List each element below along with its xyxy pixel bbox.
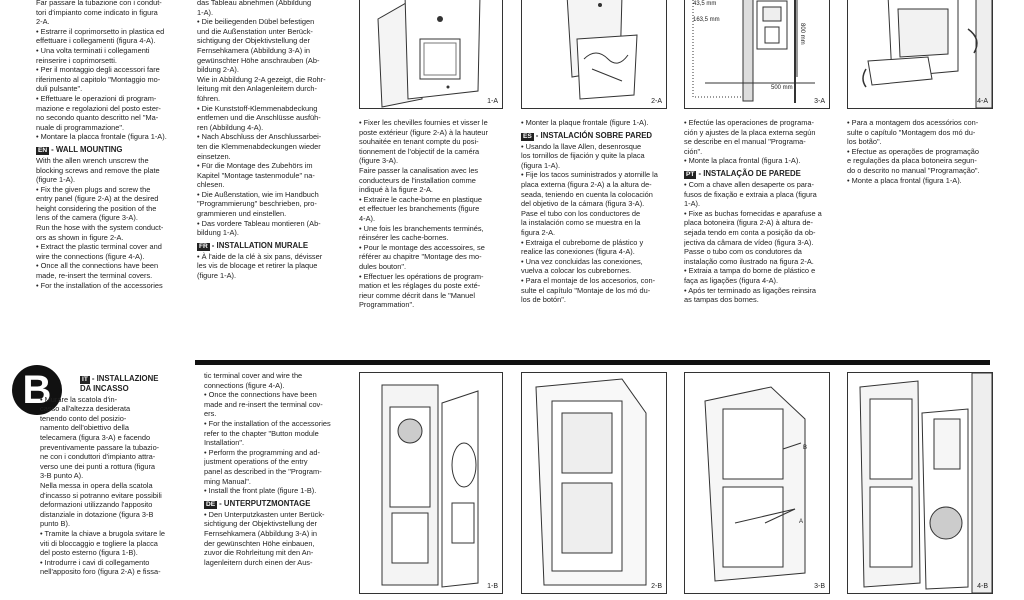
figure-2a (521, 0, 667, 109)
en-text (36, 156, 178, 290)
text-line: ming Manual". (204, 476, 251, 486)
figure-1b-drawing (360, 373, 502, 593)
figure-4b-label: 4-B (977, 583, 988, 590)
pt-cont-text (847, 118, 992, 185)
text-line: bildung 2-A). (197, 65, 239, 75)
b-it-text (40, 395, 182, 577)
text-line: Faire passer la canalisation avec les (359, 165, 479, 175)
text-line: made, re-insert the terminal covers. (36, 271, 153, 281)
figure-1a (359, 0, 503, 109)
en-heading: EN - WALL MOUNTING (38, 144, 123, 154)
text-line: los botão". (847, 137, 882, 147)
text-line: Pase el tubo con los conductores de (521, 208, 641, 218)
text-line: lagenleitern durch einen der Aus- (204, 557, 313, 567)
text-line: tori d'impianto come indicato in figura (36, 7, 158, 17)
text-line: duli pulsante". (36, 84, 83, 94)
text-line: mazione e regolazioni del posto ester- (36, 103, 161, 113)
text-line: • Une fois les branchements terminés, (359, 223, 484, 233)
text-line: • For the installation of the accessories (36, 280, 163, 290)
text-line: • Für die Montage des Zubehörs im (197, 161, 313, 171)
b-it-badge: IT (82, 376, 88, 383)
text-line: réinsérer les cache-bornes. (359, 233, 449, 243)
text-line: figura 2-A. (521, 227, 556, 237)
text-line: entfernen und die Anschlüsse ausfüh- (197, 113, 321, 123)
text-line: • Com a chave allen desaperte os para- (684, 179, 814, 189)
text-line: refer to the chapter "Button module (204, 428, 319, 438)
figure-2b-drawing (522, 373, 666, 593)
text-line: With the allen wrench unscrew the (36, 155, 149, 165)
b-de-text (204, 510, 344, 568)
text-line: 2-A. (36, 17, 50, 27)
text-line: ción y ajustes de la placa externa según (684, 127, 816, 137)
text-line: • Fix the given plugs and screw the (36, 184, 151, 194)
text-line: namento dell'obiettivo della (40, 423, 129, 433)
text-line: • Fixer les chevilles fournies et visser le (359, 118, 488, 127)
text-line: sulte o capítulo "Montagem dos mó du- (847, 127, 976, 137)
text-line: sichtigung der Objektivstellung der (204, 519, 317, 529)
text-line: • Efectúe las operaciones de programa- (684, 118, 814, 127)
text-line: • Monte la placa frontal (figura 1-A). (684, 156, 801, 166)
text-line: • Once the connections have been (204, 390, 317, 400)
text-line: reinserire i coprimorsetti. (36, 55, 117, 65)
text-line: no secondo quanto descritto nel "Ma- (36, 113, 159, 123)
text-line: lens of the camera (figure 3-A). (36, 213, 138, 223)
text-line: • Murare la scatola d'in- (40, 394, 118, 404)
figure-4a-drawing (848, 0, 992, 108)
text-line: tionnement de l'objectif de la caméra (359, 146, 480, 156)
text-line: realice las conexiones (figura 4-A). (521, 247, 635, 257)
figure-2a-label: 2-A (651, 98, 662, 105)
figure-3b (684, 372, 830, 594)
text-line: • Install the front plate (figure 1-B). (204, 486, 317, 496)
de-text (197, 0, 340, 238)
column-de-fr (197, 0, 340, 338)
text-line: blocking screws and remove the plate (36, 165, 160, 175)
text-line: punto B). (40, 519, 70, 529)
text-line: • Das vordere Tableau montieren (Ab- (197, 218, 321, 228)
b-it-heading: IT - INSTALLAZIONE DA INCASSO (80, 374, 159, 393)
text-line: • Nach Abschluss der Anschlussarbei- (197, 132, 322, 142)
text-line: Fernsehkamera (Abbildung 3-A) in (197, 45, 310, 55)
column-b-en-de (204, 371, 344, 600)
text-line: verso une dei punti a rottura (figura (40, 461, 156, 471)
text-line: (figura 1-A). (521, 160, 561, 170)
es-post-text (684, 118, 829, 166)
text-line: • Effettuare le operazioni di program- (36, 93, 157, 103)
text-line: dules bouton". (359, 261, 407, 271)
text-line: • For the installation of the accessories (204, 418, 331, 428)
section-b-marker: B (12, 365, 62, 415)
text-line: casso all'altezza desiderata (40, 404, 131, 414)
es-text (521, 142, 666, 305)
text-line: ne con i conduttori d'impianto attra- (40, 452, 156, 462)
fr-cont-text (359, 118, 502, 310)
text-line: rieur comme décrit dans le "Manuel (359, 290, 475, 300)
text-line: indiqué à la figure 2-A. (359, 185, 433, 195)
text-line: • Per il montaggio degli accessori fare (36, 65, 160, 75)
figure-1a-label: 1-A (487, 98, 498, 105)
text-line: Far passare la tubazione con i condut- (36, 0, 162, 7)
text-line: instalação como ilustrado na figura 2-A. (684, 256, 814, 266)
text-line: • Extraiga el cubreborne de plástico y (521, 237, 644, 247)
text-line: preventivamente passare la tubazio- (40, 442, 160, 452)
text-line: einsetzen. (197, 151, 231, 161)
text-line: telecamera (figura 3-A) e facendo (40, 432, 151, 442)
pt-heading: PT - INSTALAÇÃO DE PAREDE (686, 168, 801, 178)
figure-4b (847, 372, 993, 594)
text-line: • Usando la llave Allen, desenrosque (521, 141, 642, 151)
b-de-badge: DE (206, 500, 216, 508)
text-line: • Estrarre il coprimorsetto in plastica ed (36, 26, 165, 36)
text-line: • Montare la placca frontale (figura 1-A). (36, 132, 167, 142)
column-fr-cont (359, 118, 502, 348)
en-badge: EN (38, 146, 48, 154)
text-line: entry panel (figure 2-A) at the desired (36, 194, 159, 204)
text-line: fusos de fixação e extraia a placa (figura (684, 189, 817, 199)
b-de-heading: DE - UNTERPUTZMONTAGE (206, 498, 311, 508)
es-pre-text (521, 118, 666, 128)
column-pt (684, 118, 829, 348)
text-line: Run the hose with the system conduct- (36, 223, 164, 233)
text-line: la instalación como se muestra en la (521, 218, 641, 228)
text-line: viti di bloccaggio e togliere la placca (40, 538, 158, 548)
text-line: • Die beiliegenden Dübel befestigen (197, 17, 315, 27)
text-line: • Extraire le cache-borne en plastique (359, 194, 482, 204)
text-line: made and re-insert the terminal cov- (204, 399, 323, 409)
text-line: et effectuer les branchements (figure (359, 204, 480, 214)
column-pt-cont (847, 118, 992, 208)
figure-4b-drawing (848, 373, 992, 593)
es-badge: ES (523, 132, 532, 140)
text-line: d'incasso si potranno evitare possibili (40, 490, 162, 500)
text-line: bildung 1-A). (197, 228, 239, 238)
text-line: conducteurs de l'installation comme (359, 175, 476, 185)
text-line: • Fixe as buchas fornecidas e aparafuse a (684, 208, 822, 218)
text-line: nell'apposito foro (figura 2-A) e fissa- (40, 567, 161, 577)
text-line: Fernsehkamera (Abbildung 3-A) in (204, 528, 317, 538)
text-line: • Efectue as operações de programação (847, 146, 980, 156)
text-line: poste extérieur (figure 2-A) à la hauteur (359, 127, 488, 137)
mark-a: A (799, 519, 804, 525)
text-line: gewünschter Höhe anschrauben (Ab- (197, 55, 320, 65)
text-line: los tornillos de fijación y quite la placa (521, 151, 645, 161)
text-line: ción". (684, 146, 703, 156)
figure-1b (359, 372, 503, 594)
figure-3b-drawing (685, 373, 829, 593)
text-line: do o descrito no manual "Programação". (847, 165, 980, 175)
text-line: effettuare i collegamenti (figura 4-A). (36, 36, 156, 46)
mark-b: B (803, 445, 808, 451)
fr-heading: FR - INSTALLATION MURALE (199, 240, 309, 250)
figure-3a-label: 3-A (814, 98, 825, 105)
column-es (521, 118, 666, 348)
text-line: • Pour le montage des accessoires, se (359, 242, 485, 252)
figure-3b-label: 3-B (814, 583, 825, 590)
text-line: vuelva a colocar los cubrebornes. (521, 266, 632, 276)
text-line: sejada tendo em conta a posição da ob- (684, 227, 816, 237)
dim-500: 500 mm (771, 85, 793, 91)
text-line: panel as described in the "Program- (204, 466, 322, 476)
text-line: Nella messa in opera della scatola (40, 480, 153, 490)
text-line: ers. (204, 409, 217, 419)
text-line: height considering the position of the (36, 203, 157, 213)
section-divider (195, 360, 990, 365)
text-line: (figure 1-A). (36, 175, 76, 185)
text-line: der gewünschten Höhe einbauen, (204, 538, 315, 548)
text-line: • Fije los tacos suministrados y atornille la (521, 170, 658, 180)
figure-1a-drawing (360, 0, 502, 108)
text-line: 3-B punto A). (40, 471, 84, 481)
figure-4a (847, 0, 993, 109)
text-line: Programmation". (359, 300, 415, 310)
text-line: e regulações da placa botoneira segun- (847, 156, 977, 166)
figure-4a-label: 4-A (977, 98, 988, 105)
text-line: "Programmierung" beschrieben, pro- (197, 199, 317, 209)
figure-1b-label: 1-B (487, 583, 498, 590)
text-line: référer au chapitre "Montage des mo- (359, 252, 482, 262)
text-line: wire the connections (figure 4-A). (36, 251, 145, 261)
text-line: tic terminal cover and wire the (204, 371, 303, 380)
text-line: les vis de blocage et retirer la plaque (197, 261, 318, 271)
text-line: mation et les réglages du poste exté- (359, 281, 481, 291)
text-line: (figure 1-A). (197, 271, 237, 281)
pt-badge: PT (686, 170, 695, 178)
fr-text (197, 252, 340, 281)
column-b-it (40, 371, 182, 600)
figure-2b-label: 2-B (651, 583, 662, 590)
text-line: • À l'aide de la clé à six pans, dévisser (197, 251, 323, 261)
text-line: Installation". (204, 438, 245, 448)
text-line: 4-A). (359, 213, 376, 223)
text-line: • Die Außenstation, wie im Handbuch (197, 189, 319, 199)
text-line: riferimento al capitolo "Montaggio mo- (36, 74, 161, 84)
text-line: • Extract the plastic terminal cover and (36, 242, 162, 252)
text-line: del posto esterno (figura 1-B). (40, 548, 138, 558)
text-line: • Para a montagem dos acessórios con- (847, 118, 979, 127)
pt-text (684, 180, 829, 305)
es-heading: ES - INSTALACIÓN SOBRE PARED (523, 130, 653, 140)
figure-3a (684, 0, 830, 109)
text-line: • Extraia a tampa do borne de plástico e (684, 266, 816, 276)
text-line: Passe o tubo com os condutores da (684, 247, 802, 257)
text-line: und die Außenstation unter Berück- (197, 26, 313, 36)
text-line: sulte el capítulo "Montaje de los mó du- (521, 285, 651, 295)
text-line: nuale di programmazione". (36, 122, 125, 132)
text-line: seada, teniendo en cuenta la colocación (521, 189, 653, 199)
figure-2b (521, 372, 667, 594)
text-line: • Effectuer les opérations de program- (359, 271, 484, 281)
text-line: • Den Unterputzkasten unter Berück- (204, 509, 325, 519)
text-line: ors as shown in figure 2-A. (36, 232, 124, 242)
text-line: as tampas dos bornes. (684, 295, 759, 305)
text-line: • Introdurre i cavi di collegamento (40, 557, 150, 567)
text-line: distanziale in dotazione (figura 3-B (40, 509, 154, 519)
text-line: ren (Abbildung 4-A). (197, 122, 264, 132)
column-it-en (36, 0, 178, 338)
dim-43-5: 43,5 mm (693, 1, 717, 7)
text-line: 1-A). (684, 199, 701, 209)
text-line: 1-A). (197, 7, 214, 17)
figure-2a-drawing (522, 0, 666, 108)
text-line: connections (figure 4-A). (204, 380, 285, 390)
b-en-text (204, 371, 344, 496)
text-line: • Una vez concluidas las conexiones, (521, 256, 643, 266)
text-line: Kapitel "Montage tastenmodule" na- (197, 170, 315, 180)
dim-800: 800 mm (799, 23, 805, 45)
text-line: jectiva da câmara de vídeo (figura 3-A). (684, 237, 814, 247)
text-line: das Tableau abnehmen (Abbildung (197, 0, 312, 7)
text-line: los de botón". (521, 295, 566, 305)
dim-163-5: 163,5 mm (693, 17, 720, 23)
text-line: • Die Kunststoff-Klemmenabdeckung (197, 103, 318, 113)
text-line: placa botoneira (figura 2-A) à altura de- (684, 218, 813, 228)
text-line: leitung mit den Anlagenleitern durch- (197, 84, 317, 94)
text-line: justment operations of the entry (204, 457, 308, 467)
text-line: deformazioni utilizzando l'apposito (40, 500, 153, 510)
text-line: Wie in Abbildung 2-A gezeigt, die Rohr- (197, 74, 326, 84)
text-line: grammieren und einstellen. (197, 209, 287, 219)
text-line: • Perform the programming and ad- (204, 447, 320, 457)
text-line: • Após ter terminado as ligações reinsira (684, 285, 816, 295)
text-line: tenendo conto del posizio- (40, 413, 127, 423)
text-line: führen. (197, 93, 221, 103)
text-line: sichtigung der Objektivstellung der (197, 36, 310, 46)
text-line: placa externa (figura 2-A) a la altura de- (521, 179, 652, 189)
text-line: ten die Klemmenabdeckungen wieder (197, 141, 321, 151)
text-line: se describe en el manual "Programa- (684, 137, 806, 147)
text-line: • Once all the connections have been (36, 261, 159, 271)
text-line: (figure 3-A). (359, 156, 399, 166)
text-line: souhaitée en tenant compte du posi- (359, 137, 479, 147)
text-line: • Monter la plaque frontale (figure 1-A). (521, 118, 649, 127)
text-line: del objetivo de la cámara (figura 3-A). (521, 199, 645, 209)
it-text (36, 0, 178, 142)
fr-badge: FR (199, 242, 208, 250)
text-line: chlesen. (197, 180, 225, 190)
text-line: • Tramite la chiave a brugola svitare le (40, 528, 166, 538)
text-line: • Para el montaje de los accesorios, con- (521, 275, 656, 285)
text-line: faça as ligações (figura 4-A). (684, 275, 779, 285)
text-line: zuvor die Rohrleitung mit den An- (204, 548, 314, 558)
text-line: • Monte a placa frontal (figura 1-A). (847, 175, 962, 185)
text-line: • Una volta terminati i collegamenti (36, 45, 150, 55)
